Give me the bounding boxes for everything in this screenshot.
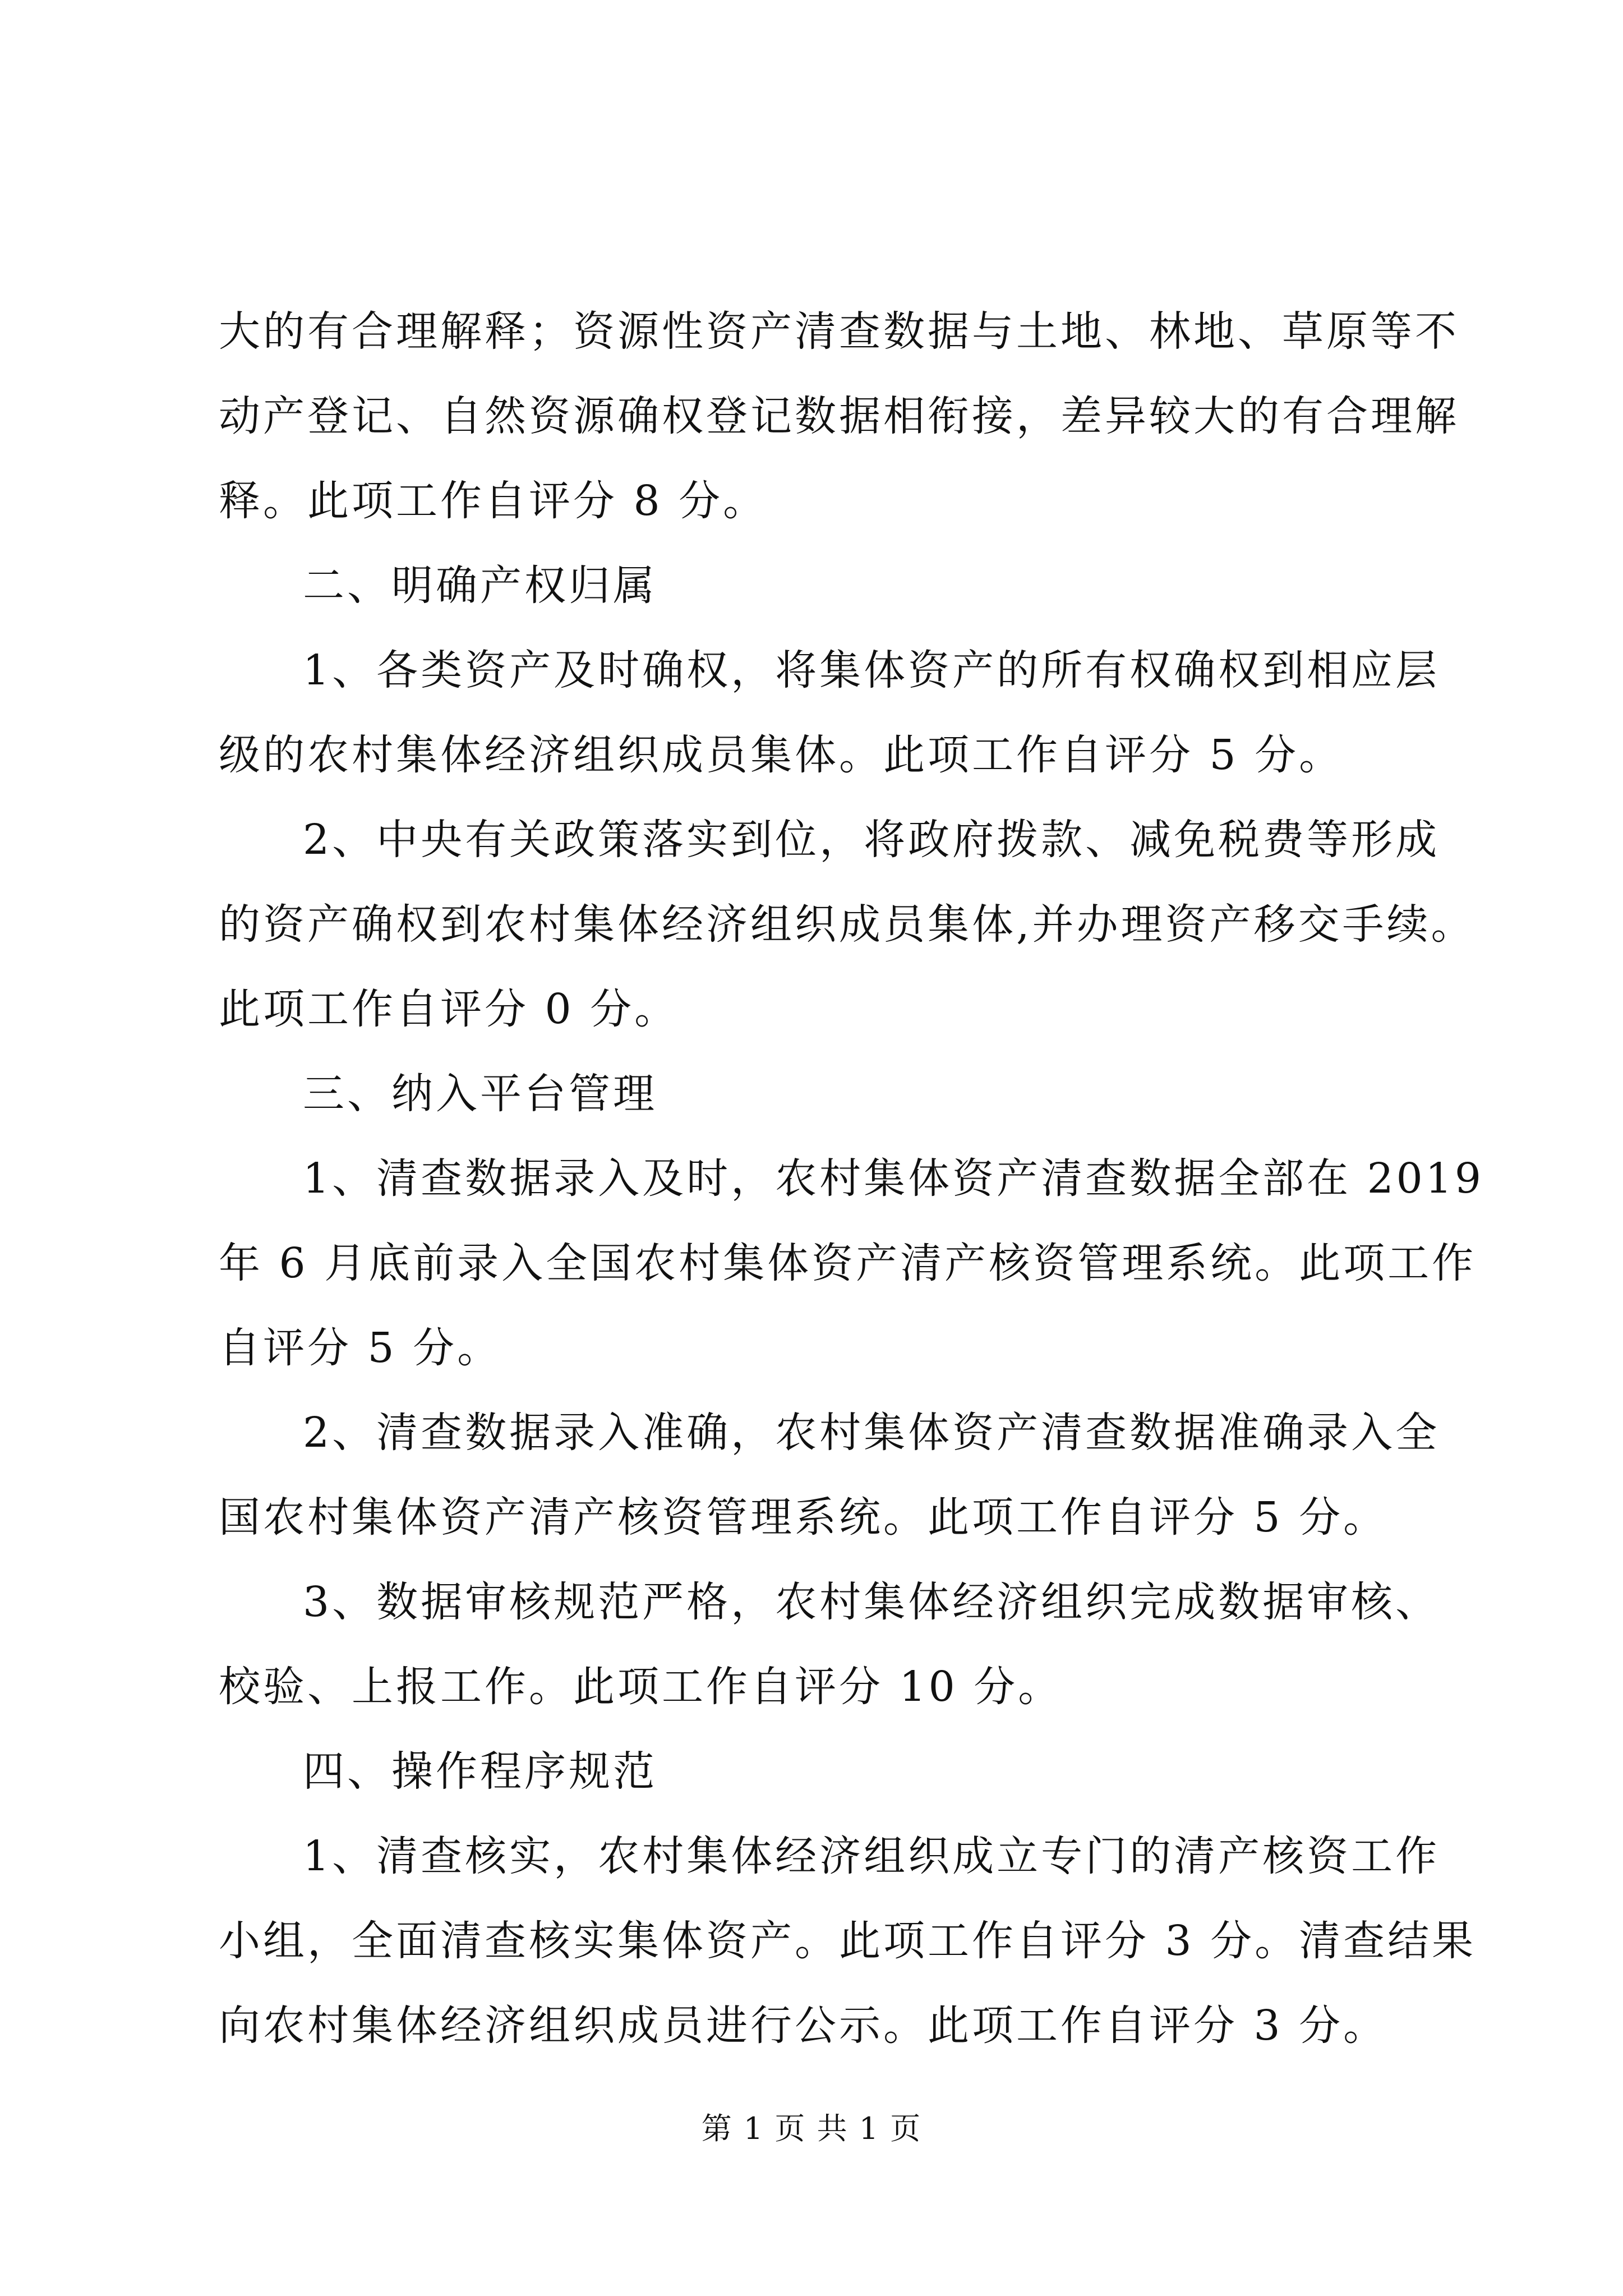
section-heading: 四、操作程序规范	[303, 1747, 657, 1796]
body-line: 大的有合理解释；资源性资产清查数据与土地、林地、草原等不	[219, 307, 1459, 356]
body-line: 释。此项工作自评分 8 分。	[219, 477, 768, 525]
page-footer: 第 1 页 共 1 页	[701, 2111, 922, 2146]
body-line: 校验、上报工作。此项工作自评分 10 分。	[219, 1663, 1063, 1711]
body-line: 2、清查数据录入准确，农村集体资产清查数据准确录入全	[303, 1409, 1440, 1457]
body-line: 小组，全面清查核实集体资产。此项工作自评分 3 分。清查结果	[219, 1917, 1477, 1965]
body-line: 年 6 月底前录入全国农村集体资产清产核资管理系统。此项工作	[219, 1239, 1477, 1287]
body-line: 的资产确权到农村集体经济组织成员集体,并办理资产移交手续。	[219, 900, 1476, 949]
section-heading: 二、明确产权归属	[303, 562, 657, 610]
body-line: 级的农村集体经济组织成员集体。此项工作自评分 5 分。	[219, 731, 1344, 779]
body-line: 1、各类资产及时确权，将集体资产的所有权确权到相应层	[303, 646, 1440, 694]
body-line: 动产登记、自然资源确权登记数据相衔接，差异较大的有合理解	[219, 392, 1459, 440]
body-line: 2、中央有关政策落实到位，将政府拨款、减免税费等形成	[303, 816, 1440, 864]
body-line: 1、清查数据录入及时，农村集体资产清查数据全部在 2019	[303, 1154, 1484, 1203]
body-line: 自评分 5 分。	[219, 1324, 502, 1372]
document-body	[219, 289, 1484, 2068]
body-line: 1、清查核实，农村集体经济组织成立专门的清产核资工作	[303, 1832, 1440, 1880]
body-line: 此项工作自评分 0 分。	[219, 985, 679, 1033]
section-heading: 三、纳入平台管理	[303, 1070, 657, 1118]
body-line: 3、数据审核规范严格，农村集体经济组织完成数据审核、	[303, 1578, 1440, 1626]
body-line: 国农村集体资产清产核资管理系统。此项工作自评分 5 分。	[219, 1493, 1388, 1542]
body-line: 向农村集体经济组织成员进行公示。此项工作自评分 3 分。	[219, 2001, 1388, 2050]
